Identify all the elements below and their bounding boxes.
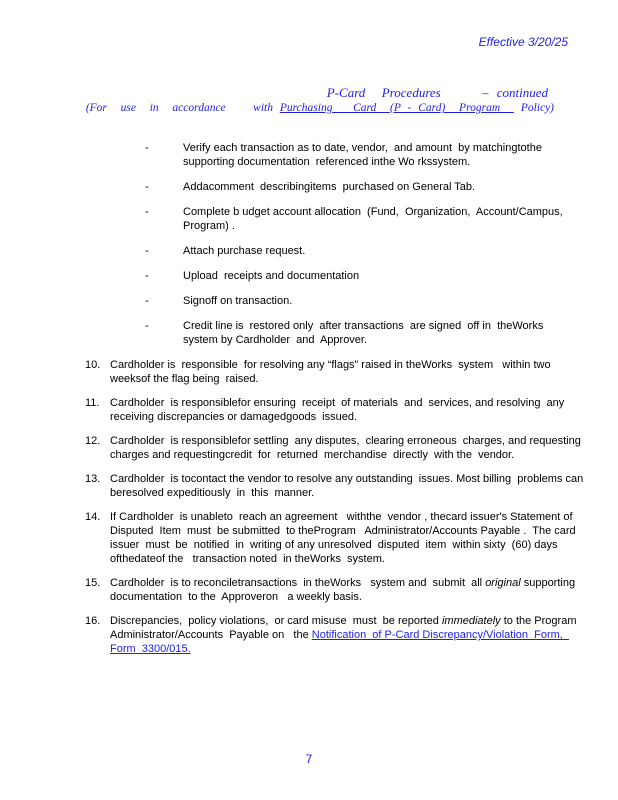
subtitle-prefix: (For use in accordance with: [85, 102, 280, 114]
item-text: If Cardholder is unableto reach an agreement withthe vendor , thecard issuer's Statement of Disputed Item must be submitted to theProgram Administrator/Accounts Payable . The card issuer must be notified in writing of any unresolved disputed item within sixty (60) days ofthedateof the transaction noted in theWorks system.: [110, 511, 579, 565]
bullet-item: [145, 205, 618, 233]
item-text-italic: original: [485, 577, 521, 589]
bullet-item: [145, 244, 618, 258]
bullet-dash: -: [145, 295, 149, 307]
bullet-dash: -: [145, 181, 149, 193]
numbered-item-16: [85, 614, 618, 656]
bullet-dash: -: [145, 320, 149, 332]
item-text-post: supporting documentation to the Approveron a weekly basis.: [110, 577, 582, 603]
document-subtitle: [0, 100, 618, 116]
bullet-item: [145, 319, 618, 347]
item-number: 14.: [85, 511, 101, 523]
item-text: Cardholder is responsible for resolving any “flags” raised in theWorks system within two weeksof the flag being raised.: [110, 359, 554, 385]
numbered-item-13: [85, 472, 618, 500]
item-text: [110, 576, 593, 604]
item-number: 15.: [85, 577, 101, 589]
bullet-text: Signoff on transaction.: [183, 295, 293, 307]
bullet-dash: -: [145, 206, 149, 218]
item-number: 13.: [85, 473, 101, 485]
bullet-text: Upload receipts and documentation: [183, 270, 360, 282]
numbered-item-15: [85, 576, 618, 604]
document-title: P-Card Procedures – continued: [326, 85, 548, 100]
bullet-item: [145, 294, 618, 308]
bullet-dash: -: [145, 270, 149, 282]
bullet-dash: -: [145, 245, 149, 257]
item-text: Cardholder is responsiblefor ensuring receipt of materials and services, and resolving any receiving discrepancies or damagedgoods issued.: [110, 397, 568, 423]
page-number: 7: [305, 752, 313, 766]
numbered-item-10: [85, 358, 618, 386]
bullet-item: [145, 269, 618, 283]
bullet-text: Verify each transaction as to date, vendor, and amount by matchingtothe supporting documentation referenced inthe Wo rkssystem.: [183, 142, 546, 168]
item-number: 16.: [85, 615, 101, 627]
item-text: [110, 614, 593, 656]
item-number: 10.: [85, 359, 101, 371]
purchasing-card-program-policy-link[interactable]: Purchasing Card (P - Card) Program: [279, 102, 514, 114]
item-text-italic: immediately: [441, 615, 501, 627]
item-text-pre: Discrepancies, policy violations, or card misuse must be reported: [110, 615, 442, 627]
bullet-text: Addacomment describingitems purchased on General Tab.: [183, 181, 476, 193]
item-number: 11.: [85, 397, 100, 409]
numbered-item-12: [85, 434, 618, 462]
item-text: Cardholder is responsiblefor settling any disputes, clearing erroneous charges, and requesting charges and requestingcredit for returned merchandise directly with the vendor.: [110, 435, 584, 461]
subtitle-suffix: Policy): [513, 102, 554, 114]
item-text-mid: to the Program Administrator/Accounts Payable on the: [110, 615, 579, 641]
bullet-text: Credit line is restored only after transactions are signed off in theWorks system by Cardholder and Approver.: [183, 320, 547, 346]
numbered-item-11: [85, 396, 618, 424]
effective-date: Effective 3/20/25: [478, 35, 568, 49]
bullet-item: [145, 180, 618, 194]
item-text-pre: Cardholder is to reconciletransactions in theWorks system and submit all: [110, 577, 486, 589]
numbered-item-14: [85, 510, 618, 566]
bullet-list: [0, 141, 618, 347]
bullet-text: Complete b udget account allocation (Fund, Organization, Account/Campus, Program) .: [183, 206, 566, 232]
item-text: Cardholder is tocontact the vendor to resolve any outstanding issues. Most billing problems can beresolved expeditiously in this manner.: [110, 473, 587, 499]
numbered-list: [0, 358, 618, 656]
bullet-text: Attach purchase request.: [183, 245, 306, 257]
bullet-dash: -: [145, 142, 149, 154]
item-number: 12.: [85, 435, 101, 447]
bullet-item: [145, 141, 618, 169]
pcard-discrepancy-violation-form-link[interactable]: Notification of P-Card Discrepancy/Violation Form, Form 3300/015.: [110, 629, 569, 655]
